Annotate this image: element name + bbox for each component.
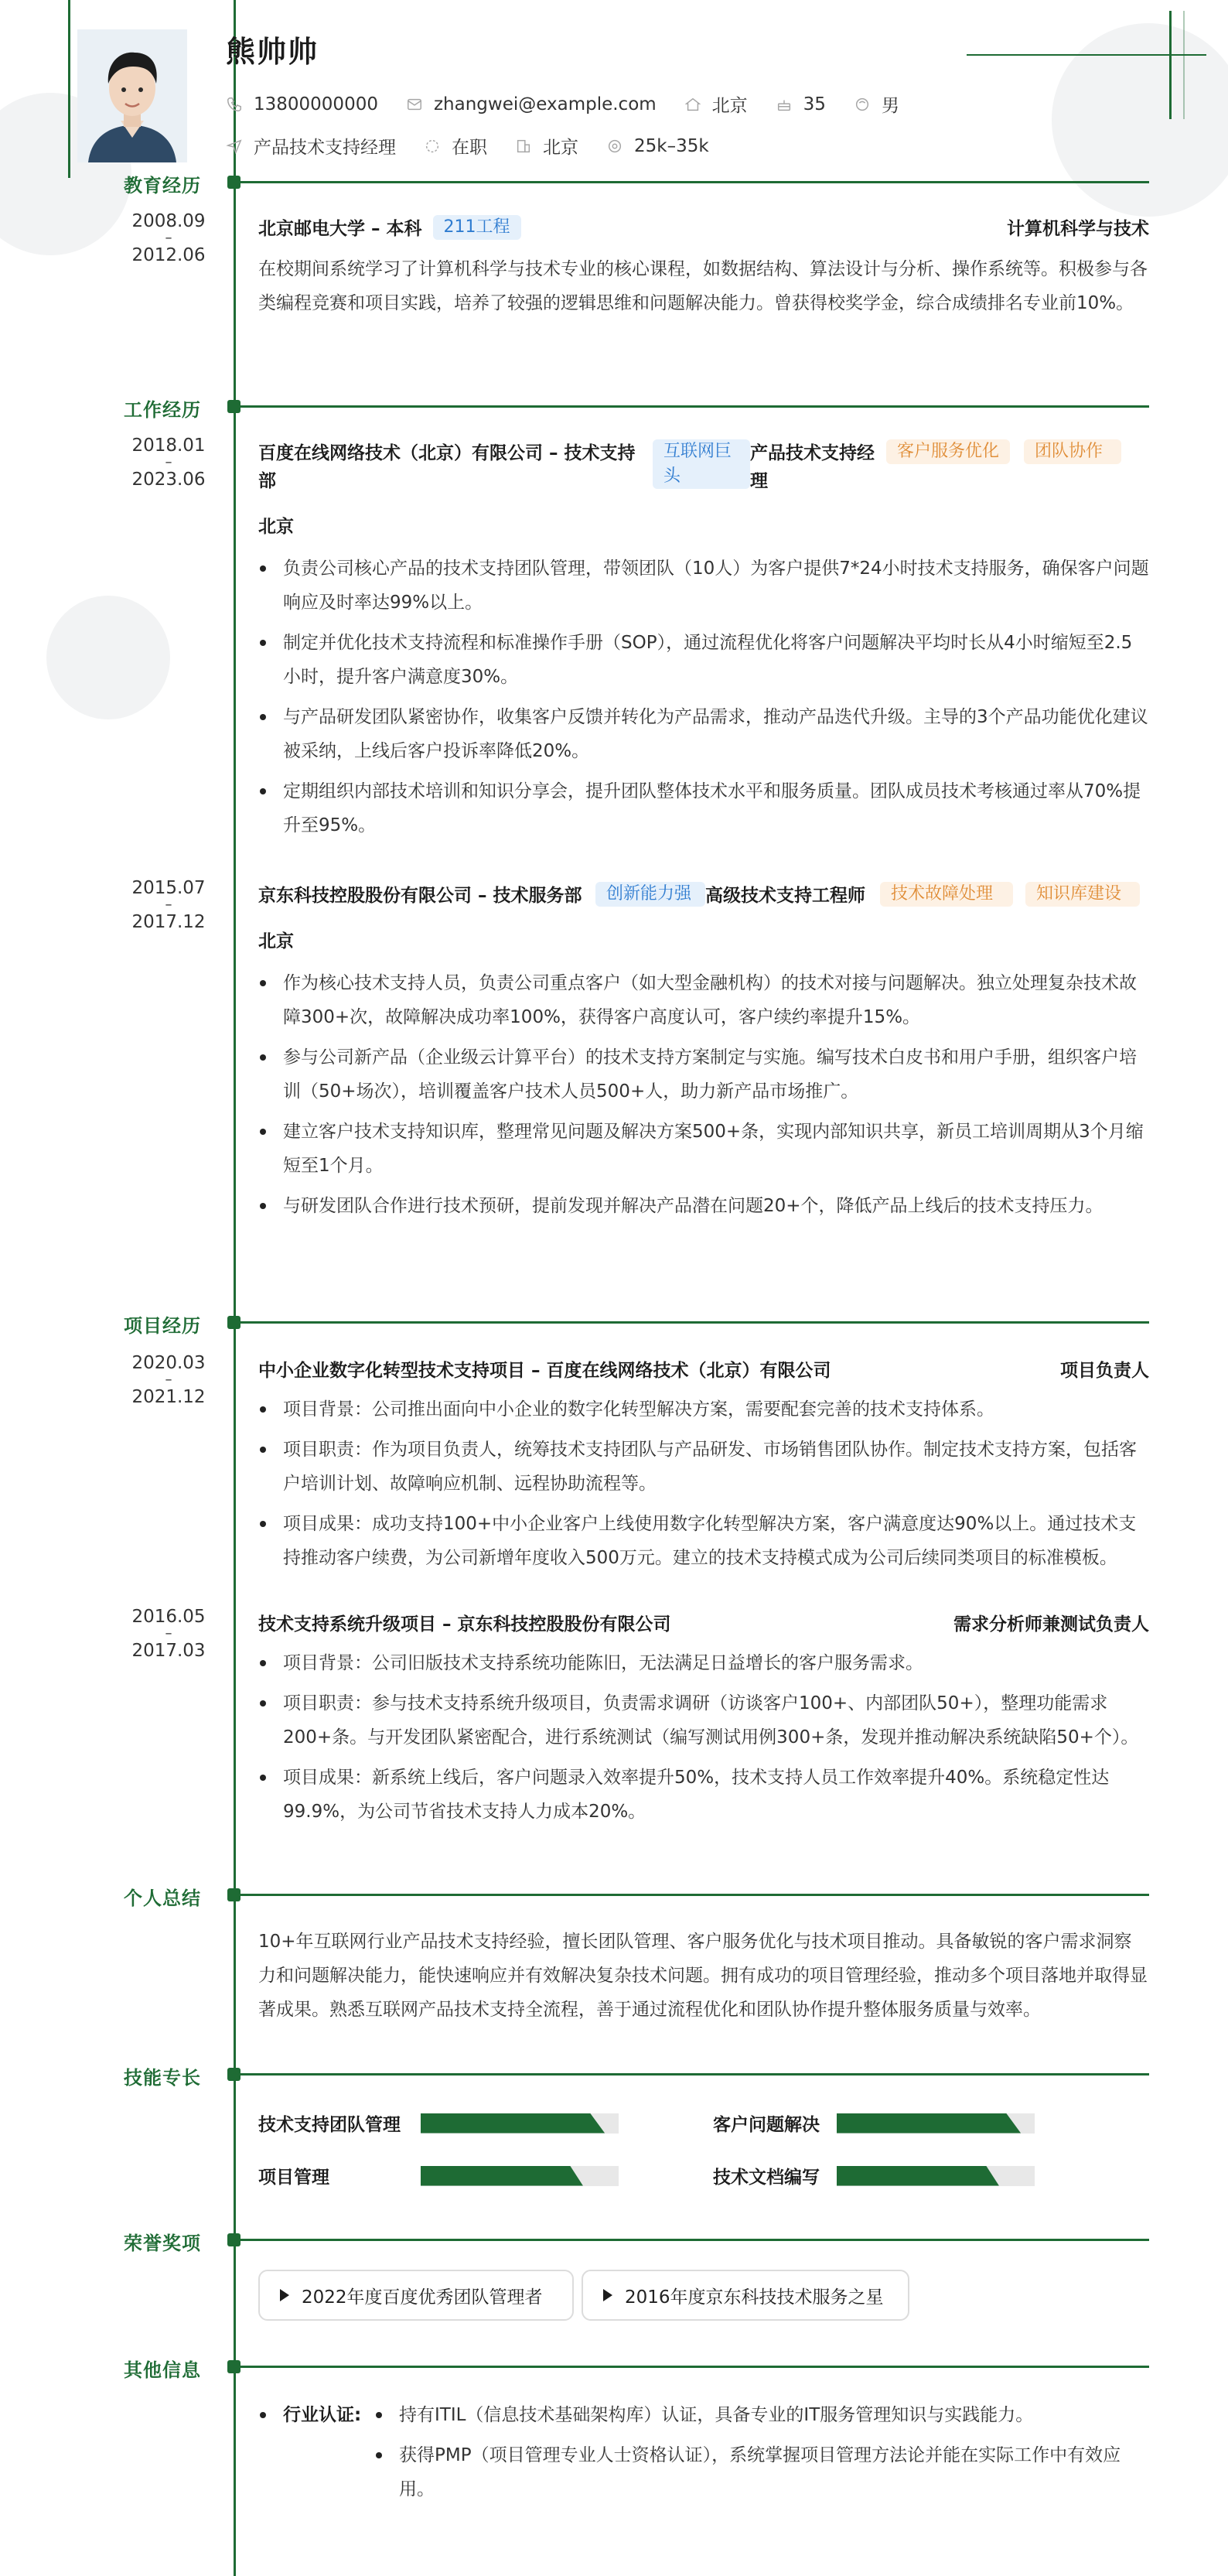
skill-tag: 技术故障处理 bbox=[880, 882, 1013, 907]
skill-bar bbox=[837, 2166, 1035, 2186]
work-entry-1 bbox=[258, 439, 1149, 849]
avatar bbox=[77, 29, 187, 162]
work-head-2 bbox=[258, 882, 1149, 910]
section-title-education: 教育经历 bbox=[124, 175, 201, 196]
honor-label: 2022年度百度优秀团队管理者 bbox=[302, 2287, 543, 2308]
other-info bbox=[258, 2398, 1149, 2513]
mail-icon bbox=[406, 96, 423, 113]
list-item: 与产品研发团队紧密协作，收集客户反馈并转化为产品需求，推动产品迭代升级。主导的3个产品功能优化建议被采纳，上线后客户投诉率降低20%。 bbox=[258, 700, 1149, 768]
list-item: 持有ITIL（信息技术基础架构库）认证，具备专业的IT服务管理知识与实践能力。 bbox=[374, 2398, 1148, 2432]
salary-item bbox=[606, 136, 709, 156]
other-label-list bbox=[258, 2398, 374, 2513]
status-icon bbox=[424, 138, 441, 155]
date-start: 2020.03 bbox=[131, 1353, 206, 1373]
job-title: 高级技术支持工程师 bbox=[705, 886, 865, 906]
age-value: 35 bbox=[803, 94, 826, 114]
education-head bbox=[258, 215, 1149, 243]
date-dash: – bbox=[165, 1625, 172, 1642]
work-date-1 bbox=[114, 436, 223, 489]
resume-header bbox=[0, 0, 1228, 178]
section-title-skills: 技能专长 bbox=[124, 2067, 201, 2089]
section-rule-projects bbox=[229, 1321, 1149, 1324]
school-name: 北京邮电大学 – 本科 bbox=[258, 219, 422, 239]
honor-badge bbox=[582, 2270, 909, 2321]
expected-city-value: 北京 bbox=[543, 138, 578, 158]
location-item bbox=[684, 91, 748, 117]
email-item bbox=[406, 94, 657, 114]
section-title-work: 工作经历 bbox=[124, 399, 201, 421]
date-start: 2016.05 bbox=[131, 1607, 206, 1627]
date-start: 2018.01 bbox=[131, 436, 206, 456]
list-item: 定期组织内部技术培训和知识分享会，提升团队整体技术水平和服务质量。团队成员技术考核通过率从70%提升至95%。 bbox=[258, 774, 1149, 842]
work-city: 北京 bbox=[258, 931, 294, 951]
expected-city-item bbox=[515, 133, 578, 159]
decor-circle-left-mid bbox=[46, 596, 170, 719]
skill-fill bbox=[837, 2113, 1021, 2134]
major: 计算机科学与技术 bbox=[1007, 219, 1149, 239]
project-bullets-1 bbox=[258, 1392, 1149, 1575]
skill-name: 技术文档编写 bbox=[713, 2168, 820, 2188]
list-item: 项目职责：作为项目负责人，统筹技术支持团队与产品研发、市场销售团队协作。制定技术支持方案，包括客户培训计划、故障响应机制、远程协助流程等。 bbox=[258, 1433, 1149, 1501]
date-start: 2008.09 bbox=[131, 211, 206, 231]
education-date bbox=[114, 212, 223, 265]
project-entry-1 bbox=[258, 1357, 1149, 1581]
skill-bar bbox=[421, 2166, 619, 2186]
list-item: 与研发团队合作进行技术预研，提前发现并解决产品潜在问题20+个，降低产品上线后的技术支持压力。 bbox=[258, 1189, 1149, 1223]
skill-tag: 团队协作 bbox=[1024, 439, 1121, 464]
company-tag: 创新能力强 bbox=[595, 882, 705, 907]
job-title: 产品技术支持经理 bbox=[750, 443, 875, 491]
other-items bbox=[374, 2398, 1148, 2513]
gender-value: 男 bbox=[881, 96, 899, 116]
contact-row bbox=[226, 91, 927, 117]
work-entry-2 bbox=[258, 882, 1149, 1229]
location-value: 北京 bbox=[711, 96, 748, 116]
work-head-1 bbox=[258, 439, 1149, 495]
skill-name: 技术支持团队管理 bbox=[258, 2115, 401, 2135]
avatar-portrait-icon bbox=[77, 29, 187, 162]
phone-icon bbox=[226, 96, 243, 113]
education-entry bbox=[258, 215, 1149, 320]
honor-badge bbox=[258, 2270, 574, 2321]
work-bullets-2 bbox=[258, 966, 1149, 1223]
project-date-1 bbox=[114, 1354, 223, 1406]
send-icon bbox=[226, 138, 243, 155]
home-icon bbox=[684, 96, 701, 113]
project-role: 需求分析师兼测试负责人 bbox=[953, 1614, 1149, 1635]
section-rule-education bbox=[229, 181, 1149, 183]
section-title-other: 其他信息 bbox=[124, 2359, 201, 2381]
skill-item bbox=[713, 2163, 1035, 2188]
play-triangle-icon bbox=[603, 2289, 612, 2301]
list-item: 制定并优化技术支持流程和标准操作手册（SOP），通过流程优化将客户问题解决平均时长从4小时缩短至2.5小时，提升客户满意度30%。 bbox=[258, 626, 1149, 694]
cake-icon bbox=[776, 96, 793, 113]
project-role: 项目负责人 bbox=[1060, 1361, 1149, 1381]
list-item: 项目成果：新系统上线后，客户问题录入效率提升50%，技术支持人员工作效率提升40%。系统稳定性达99.9%，为公司节省技术支持人力成本20%。 bbox=[258, 1761, 1149, 1829]
gender-icon bbox=[854, 96, 871, 113]
work-city: 北京 bbox=[258, 517, 294, 537]
salary-value: 25k–35k bbox=[634, 135, 709, 156]
education-description: 在校期间系统学习了计算机科学与技术专业的核心课程，如数据结构、算法设计与分析、操作系统等。积极参与各类编程竞赛和项目实践，培养了较强的逻辑思维和问题解决能力。曾获得校奖学金，综合成绩排名专业前10%。 bbox=[258, 259, 1148, 313]
phone-item bbox=[226, 94, 378, 114]
date-end: 2023.06 bbox=[131, 470, 206, 490]
play-triangle-icon bbox=[280, 2289, 289, 2301]
age-item bbox=[776, 94, 826, 114]
list-item: 作为核心技术支持人员，负责公司重点客户（如大型金融机构）的技术对接与问题解决。独立处理复杂技术故障300+次，故障解决成功率100%，获得客户高度认可，客户续约率提升15%。 bbox=[258, 966, 1149, 1034]
project-head-1 bbox=[258, 1357, 1149, 1385]
honor-label: 2016年度京东科技技术服务之星 bbox=[625, 2287, 884, 2308]
status-item bbox=[424, 133, 487, 159]
email-value: zhangwei@example.com bbox=[433, 94, 657, 114]
date-end: 2017.03 bbox=[131, 1641, 206, 1661]
date-end: 2021.12 bbox=[131, 1387, 206, 1407]
section-dot-work bbox=[227, 400, 240, 413]
building-icon bbox=[515, 138, 532, 155]
date-start: 2015.07 bbox=[131, 878, 206, 898]
section-dot-other bbox=[227, 2360, 240, 2373]
company-name: 京东科技控股股份有限公司 – 技术服务部 bbox=[258, 886, 582, 906]
timeline-line bbox=[234, 0, 236, 2576]
skill-tag: 知识库建设 bbox=[1025, 882, 1140, 907]
school-tag: 211工程 bbox=[433, 215, 521, 240]
section-title-summary: 个人总结 bbox=[124, 1888, 201, 1909]
project-head-2 bbox=[258, 1611, 1149, 1638]
work-bullets-1 bbox=[258, 552, 1149, 842]
date-dash: – bbox=[165, 1372, 172, 1388]
skill-name: 客户问题解决 bbox=[713, 2115, 820, 2135]
list-item: 项目成果：成功支持100+中小企业客户上线使用数字化转型解决方案，客户满意度达90%以上。通过技术支持推动客户续费，为公司新增年度收入500万元。建立的技术支持模式成为公司后续同类项目的标准模板。 bbox=[258, 1507, 1149, 1575]
skill-bar bbox=[837, 2113, 1035, 2134]
job-target-value: 产品技术支持经理 bbox=[254, 138, 396, 158]
section-rule-other bbox=[229, 2366, 1149, 2368]
section-dot-honors bbox=[227, 2233, 240, 2246]
list-item: 负责公司核心产品的技术支持团队管理，带领团队（10人）为客户提供7*24小时技术支持服务，确保客户问题响应及时率达99%以上。 bbox=[258, 552, 1149, 620]
skill-item bbox=[258, 2163, 619, 2188]
skill-fill bbox=[837, 2166, 999, 2186]
section-dot-education bbox=[227, 176, 240, 189]
section-rule-skills bbox=[229, 2073, 1149, 2075]
date-dash: – bbox=[165, 897, 172, 913]
project-bullets-2 bbox=[258, 1646, 1149, 1829]
intent-row bbox=[226, 133, 737, 159]
section-title-projects: 项目经历 bbox=[124, 1315, 201, 1337]
summary-text: 10+年互联网行业产品技术支持经验，擅长团队管理、客户服务优化与技术项目推动。具备敏锐的客户需求洞察力和问题解决能力，能快速响应并有效解决复杂技术问题。拥有成功的项目管理经验，推动多个项目落地并取得显著成果。熟悉互联网产品技术支持全流程，善于通过流程优化和团队协作提升整体服务质量与效率。 bbox=[258, 1932, 1148, 2020]
phone-value: 13800000000 bbox=[254, 94, 378, 114]
date-dash: – bbox=[165, 230, 172, 246]
skill-fill bbox=[421, 2113, 605, 2134]
project-entry-2 bbox=[258, 1611, 1149, 1835]
work-date-2 bbox=[114, 879, 223, 931]
job-target-item bbox=[226, 133, 396, 159]
skill-bar bbox=[421, 2113, 619, 2134]
date-end: 2017.12 bbox=[131, 912, 206, 932]
section-rule-honors bbox=[229, 2239, 1149, 2241]
project-date-2 bbox=[114, 1607, 223, 1660]
status-value: 在职 bbox=[452, 138, 487, 158]
other-label: 行业认证: bbox=[258, 2398, 374, 2432]
section-rule-summary bbox=[229, 1894, 1149, 1896]
section-rule-work bbox=[229, 405, 1149, 408]
project-name: 中小企业数字化转型技术支持项目 – 百度在线网络技术（北京）有限公司 bbox=[258, 1361, 831, 1381]
list-item: 建立客户技术支持知识库，整理常见问题及解决方案500+条，实现内部知识共享，新员工培训周期从3个月缩短至1个月。 bbox=[258, 1115, 1149, 1183]
company-tag: 互联网巨头 bbox=[653, 439, 750, 489]
skill-item bbox=[713, 2110, 1035, 2136]
date-end: 2012.06 bbox=[131, 245, 206, 265]
skill-name: 项目管理 bbox=[258, 2168, 329, 2188]
skill-item bbox=[258, 2110, 619, 2136]
list-item: 参与公司新产品（企业级云计算平台）的技术支持方案制定与实施。编写技术白皮书和用户手册，组织客户培训（50+场次），培训覆盖客户技术人员500+人，助力新产品市场推广。 bbox=[258, 1040, 1149, 1109]
skill-tag: 客户服务优化 bbox=[886, 439, 1010, 464]
coin-icon bbox=[606, 138, 623, 155]
candidate-name: 熊帅帅 bbox=[226, 35, 319, 69]
list-item: 项目职责：参与技术支持系统升级项目，负责需求调研（访谈客户100+、内部团队50+），整理功能需求200+条。与开发团队紧密配合，进行系统测试（编写测试用例300+条，发现并推动解决系统缺陷50+个）。 bbox=[258, 1686, 1149, 1754]
section-dot-summary bbox=[227, 1888, 240, 1901]
project-name: 技术支持系统升级项目 – 京东科技控股股份有限公司 bbox=[258, 1614, 671, 1635]
list-item: 项目背景：公司推出面向中小企业的数字化转型解决方案，需要配套完善的技术支持体系。 bbox=[258, 1392, 1149, 1426]
company-name: 百度在线网络技术（北京）有限公司 – 技术支持部 bbox=[258, 443, 636, 491]
section-dot-skills bbox=[227, 2068, 240, 2081]
section-dot-projects bbox=[227, 1316, 240, 1329]
section-title-honors: 荣誉奖项 bbox=[124, 2233, 201, 2254]
list-item: 项目背景：公司旧版技术支持系统功能陈旧，无法满足日益增长的客户服务需求。 bbox=[258, 1646, 1149, 1680]
date-dash: – bbox=[165, 454, 172, 470]
gender-item bbox=[854, 91, 899, 117]
list-item: 获得PMP（项目管理专业人士资格认证），系统掌握项目管理方法论并能在实际工作中有效应用。 bbox=[374, 2438, 1148, 2506]
skill-fill bbox=[421, 2166, 583, 2186]
